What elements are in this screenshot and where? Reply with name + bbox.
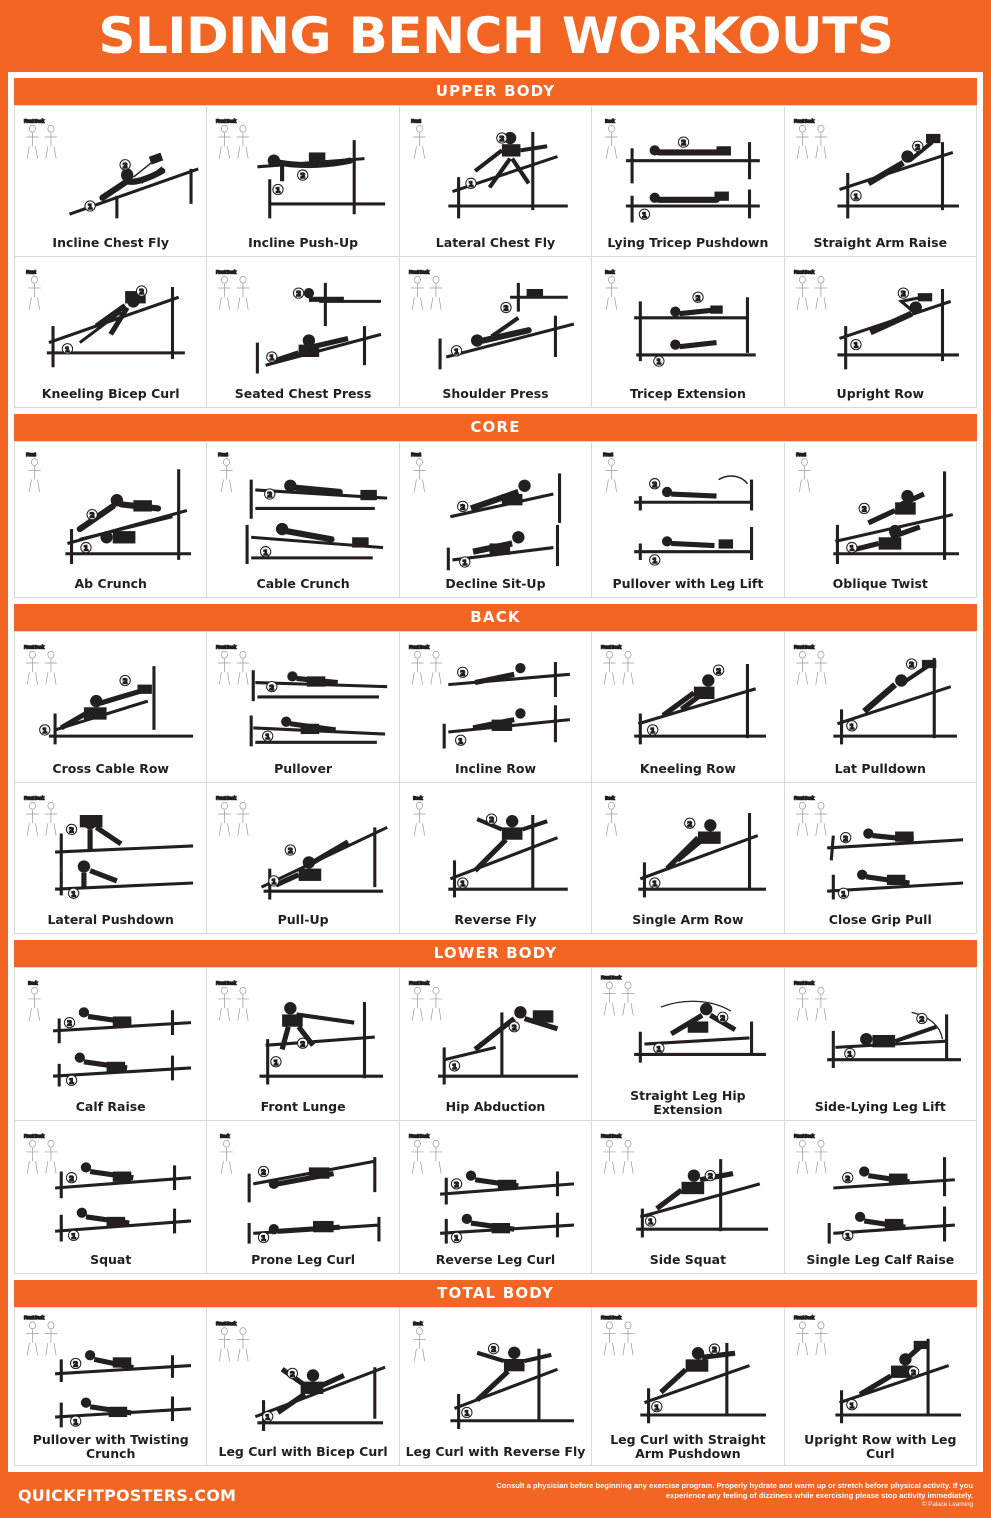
svg-text:Front Back: Front Back	[793, 1315, 814, 1321]
svg-text:Back: Back	[605, 269, 615, 275]
exercise-card[interactable]	[207, 1121, 399, 1274]
svg-text:2: 2	[453, 1179, 459, 1189]
exercise-name: Front Lunge	[260, 1099, 346, 1114]
exercise-illustration	[595, 261, 780, 385]
svg-text:2: 2	[687, 819, 693, 829]
svg-text:1: 1	[71, 889, 77, 899]
svg-text:2: 2	[89, 510, 95, 520]
svg-text:Front Back: Front Back	[24, 118, 45, 124]
exercise-card[interactable]	[785, 1121, 977, 1274]
exercise-card[interactable]	[785, 1308, 977, 1466]
section-back	[14, 604, 977, 934]
svg-text:Front Back: Front Back	[793, 795, 814, 801]
svg-text:2: 2	[288, 846, 294, 856]
svg-text:2: 2	[844, 1173, 850, 1183]
svg-text:Front: Front	[26, 451, 36, 457]
svg-text:2: 2	[269, 682, 275, 692]
svg-text:Front Back: Front Back	[216, 118, 237, 124]
exercise-name: Shoulder Press	[442, 386, 549, 401]
svg-text:Front: Front	[26, 269, 36, 275]
exercise-name: Upright Row	[836, 386, 925, 401]
exercise-card[interactable]	[15, 1308, 207, 1466]
svg-text:1: 1	[656, 357, 662, 367]
svg-text:Back: Back	[413, 1320, 423, 1326]
svg-text:1: 1	[656, 1044, 662, 1054]
exercise-card[interactable]	[785, 968, 977, 1121]
svg-text:2: 2	[122, 160, 128, 170]
exercise-card[interactable]	[592, 442, 784, 598]
svg-text:Front Back: Front Back	[408, 1133, 429, 1139]
exercise-illustration	[210, 787, 395, 911]
exercise-card[interactable]	[400, 442, 592, 598]
exercise-name: Straight Arm Raise	[813, 235, 948, 250]
disclaimer-text	[493, 1481, 973, 1509]
exercise-card[interactable]	[207, 106, 399, 257]
exercise-card[interactable]	[785, 783, 977, 934]
svg-text:2: 2	[122, 676, 128, 686]
svg-text:2: 2	[69, 1173, 75, 1183]
exercise-name: Seated Chest Press	[234, 386, 372, 401]
exercise-card[interactable]	[592, 1308, 784, 1466]
poster-body	[8, 72, 983, 1472]
svg-text:2: 2	[681, 138, 687, 148]
exercise-illustration	[788, 446, 973, 575]
section-lower-body	[14, 940, 977, 1274]
exercise-illustration	[403, 787, 588, 911]
svg-text:1: 1	[462, 558, 468, 568]
exercise-card[interactable]	[15, 257, 207, 408]
exercise-card[interactable]	[207, 257, 399, 408]
exercise-name: Leg Curl with Reverse Fly	[405, 1444, 586, 1459]
section-title-back: BACK	[14, 604, 977, 631]
svg-text:Front Back: Front Back	[216, 795, 237, 801]
exercise-illustration	[403, 972, 588, 1098]
exercise-illustration	[595, 787, 780, 911]
svg-text:Back: Back	[220, 1133, 230, 1139]
exercise-illustration	[595, 1312, 780, 1431]
exercise-name: Decline Sit-Up	[445, 576, 546, 591]
exercise-name: Pullover with Leg Lift	[612, 576, 764, 591]
svg-text:Front: Front	[411, 118, 421, 124]
svg-text:1: 1	[64, 344, 70, 354]
exercise-card[interactable]	[400, 106, 592, 257]
svg-text:Front Back: Front Back	[216, 269, 237, 275]
section-core	[14, 414, 977, 598]
exercise-card[interactable]	[15, 968, 207, 1121]
exercise-name: Incline Row	[454, 761, 536, 776]
svg-text:2: 2	[716, 666, 722, 676]
svg-text:1: 1	[650, 726, 656, 736]
svg-text:1: 1	[73, 1417, 79, 1427]
svg-text:Front Back: Front Back	[793, 644, 814, 650]
svg-text:1: 1	[69, 1076, 75, 1086]
exercise-card[interactable]	[15, 632, 207, 783]
exercise-card[interactable]	[15, 106, 207, 257]
svg-text:1: 1	[468, 179, 474, 189]
svg-text:2: 2	[69, 825, 75, 835]
svg-text:2: 2	[842, 833, 848, 843]
exercise-illustration	[18, 446, 203, 575]
svg-text:1: 1	[844, 1231, 850, 1241]
exercise-card[interactable]	[207, 968, 399, 1121]
exercise-name: Lateral Chest Fly	[435, 235, 556, 250]
exercise-card[interactable]	[207, 632, 399, 783]
exercise-name: Lateral Pushdown	[47, 912, 174, 927]
exercise-name: Close Grip Pull	[828, 912, 932, 927]
svg-text:1: 1	[848, 1400, 854, 1410]
exercise-illustration	[595, 1125, 780, 1251]
svg-text:Front Back: Front Back	[24, 795, 45, 801]
exercise-illustration	[403, 446, 588, 575]
svg-text:1: 1	[460, 879, 466, 889]
exercise-illustration	[210, 1125, 395, 1251]
exercise-name: Lat Pulldown	[834, 761, 926, 776]
exercise-name: Side Squat	[649, 1252, 727, 1267]
exercise-grid-upper-body	[14, 105, 977, 408]
svg-text:Front Back: Front Back	[216, 644, 237, 650]
exercise-illustration	[788, 1312, 973, 1431]
svg-text:1: 1	[265, 732, 271, 742]
poster-footer	[0, 1472, 991, 1518]
poster-title-bar	[0, 0, 991, 72]
brand-url[interactable]: QUICKFITPOSTERS.COM	[18, 1485, 237, 1505]
svg-text:Front Back: Front Back	[408, 644, 429, 650]
exercise-grid-total-body	[14, 1307, 977, 1466]
exercise-illustration	[788, 787, 973, 911]
svg-text:1: 1	[453, 1233, 459, 1243]
svg-text:Front Back: Front Back	[408, 269, 429, 275]
exercise-name: Calf Raise	[75, 1099, 146, 1114]
svg-text:2: 2	[720, 1013, 726, 1023]
svg-text:1: 1	[840, 889, 846, 899]
svg-text:2: 2	[300, 1039, 306, 1049]
exercise-illustration	[18, 110, 203, 234]
svg-text:1: 1	[269, 353, 275, 363]
exercise-name: Tricep Extension	[629, 386, 746, 401]
svg-text:2: 2	[712, 1345, 718, 1355]
svg-text:1: 1	[848, 721, 854, 731]
exercise-name: Straight Leg Hip Extension	[630, 1088, 746, 1118]
exercise-illustration	[788, 636, 973, 760]
exercise-illustration	[18, 636, 203, 760]
svg-text:Front: Front	[411, 451, 421, 457]
svg-text:1: 1	[83, 543, 89, 553]
exercise-name: Kneeling Bicep Curl	[41, 386, 180, 401]
exercise-card[interactable]	[15, 442, 207, 598]
svg-text:Back: Back	[413, 795, 423, 801]
exercise-card[interactable]	[400, 1121, 592, 1274]
svg-text:1: 1	[654, 1402, 660, 1412]
svg-text:Front Back: Front Back	[601, 644, 622, 650]
exercise-name: Pullover with Twisting Crunch	[32, 1432, 189, 1462]
svg-text:2: 2	[511, 1022, 517, 1032]
exercise-name: Incline Chest Fly	[52, 235, 169, 250]
exercise-illustration	[595, 446, 780, 575]
svg-text:1: 1	[848, 543, 854, 553]
exercise-illustration	[403, 1125, 588, 1251]
exercise-grid-core	[14, 441, 977, 598]
svg-text:Back: Back	[605, 795, 615, 801]
svg-text:Front Back: Front Back	[408, 980, 429, 986]
exercise-card[interactable]	[207, 783, 399, 934]
svg-text:1: 1	[275, 185, 281, 195]
exercise-card[interactable]	[400, 1308, 592, 1466]
exercise-card[interactable]	[785, 106, 977, 257]
svg-text:Front Back: Front Back	[793, 1133, 814, 1139]
exercise-illustration	[210, 972, 395, 1098]
exercise-illustration	[210, 110, 395, 234]
exercise-illustration	[18, 972, 203, 1098]
exercise-name: Reverse Fly	[454, 912, 537, 927]
exercise-name: Reverse Leg Curl	[435, 1252, 556, 1267]
section-total-body	[14, 1280, 977, 1466]
section-title-lower-body: LOWER BODY	[14, 940, 977, 967]
svg-text:2: 2	[139, 287, 145, 297]
svg-text:Front Back: Front Back	[216, 1320, 237, 1326]
exercise-name: Side-Lying Leg Lift	[814, 1099, 946, 1114]
svg-text:Front Back: Front Back	[24, 1315, 45, 1321]
page-title: SLIDING BENCH WORKOUTS	[98, 7, 893, 65]
exercise-illustration	[210, 446, 395, 575]
svg-text:Front: Front	[218, 451, 229, 457]
exercise-illustration	[210, 261, 395, 385]
svg-text:2: 2	[910, 1367, 916, 1377]
exercise-name: Single Leg Calf Raise	[806, 1252, 955, 1267]
svg-text:2: 2	[66, 1018, 73, 1028]
svg-text:Front Back: Front Back	[24, 1133, 45, 1139]
svg-text:2: 2	[261, 1167, 267, 1177]
section-upper-body	[14, 78, 977, 408]
svg-text:1: 1	[87, 202, 93, 212]
exercise-name: Leg Curl with Bicep Curl	[218, 1444, 388, 1459]
svg-text:1: 1	[265, 1412, 271, 1422]
exercise-name: Oblique Twist	[832, 576, 928, 591]
exercise-name: Ab Crunch	[74, 576, 147, 591]
exercise-illustration	[595, 972, 780, 1087]
svg-text:1: 1	[263, 547, 269, 557]
svg-text:2: 2	[490, 1344, 496, 1354]
svg-text:1: 1	[648, 1217, 654, 1227]
svg-text:Back: Back	[605, 118, 615, 124]
svg-text:1: 1	[642, 210, 648, 220]
exercise-name: Pull-Up	[277, 912, 329, 927]
svg-text:1: 1	[271, 877, 277, 887]
exercise-name: Incline Push-Up	[248, 235, 359, 250]
svg-text:Front Back: Front Back	[216, 980, 237, 986]
exercise-illustration	[18, 261, 203, 385]
exercise-illustration	[788, 110, 973, 234]
exercise-card[interactable]	[785, 442, 977, 598]
svg-text:Front Back: Front Back	[601, 1133, 622, 1139]
svg-text:2: 2	[296, 289, 302, 299]
exercise-card[interactable]	[592, 783, 784, 934]
exercise-illustration	[210, 1312, 395, 1443]
svg-text:2: 2	[908, 660, 914, 670]
svg-text:1: 1	[273, 1057, 279, 1067]
exercise-card[interactable]	[207, 442, 399, 598]
exercise-name: Cable Crunch	[256, 576, 350, 591]
exercise-illustration	[788, 261, 973, 385]
exercise-illustration	[18, 1125, 203, 1251]
exercise-card[interactable]	[592, 106, 784, 257]
svg-text:2: 2	[900, 289, 906, 299]
section-title-upper-body: UPPER BODY	[14, 78, 977, 105]
svg-text:1: 1	[853, 340, 859, 350]
exercise-name: Hip Abduction	[445, 1099, 546, 1114]
exercise-illustration	[403, 636, 588, 760]
svg-text:2: 2	[861, 504, 867, 514]
svg-text:Front Back: Front Back	[601, 975, 622, 981]
copyright-notice: © Palace Learning	[922, 1501, 973, 1509]
exercise-illustration	[403, 1312, 588, 1443]
svg-text:Back: Back	[28, 980, 38, 986]
section-title-total-body: TOTAL BODY	[14, 1280, 977, 1307]
disclaimer-body: Consult a physician before beginning any exercise program. Properly hydrate and warm up or stretch before physical activity. If you experience any feeling of dizziness while exercising please stop activity immediately.	[496, 1481, 973, 1500]
svg-text:2: 2	[499, 134, 505, 144]
svg-text:2: 2	[708, 1171, 714, 1181]
exercise-card[interactable]	[400, 257, 592, 408]
svg-text:Front Back: Front Back	[793, 118, 814, 124]
exercise-card[interactable]	[15, 783, 207, 934]
exercise-illustration	[210, 636, 395, 760]
svg-text:2: 2	[300, 171, 306, 181]
exercise-card[interactable]	[15, 1121, 207, 1274]
exercise-card[interactable]	[785, 257, 977, 408]
svg-text:2: 2	[652, 479, 658, 489]
svg-text:1: 1	[71, 1231, 77, 1241]
svg-text:Front Back: Front Back	[24, 644, 45, 650]
exercise-name: Prone Leg Curl	[251, 1252, 356, 1267]
exercise-illustration	[18, 787, 203, 911]
exercise-card[interactable]	[400, 968, 592, 1121]
svg-text:2: 2	[460, 502, 466, 512]
exercise-name: Cross Cable Row	[52, 761, 169, 776]
svg-text:Front Back: Front Back	[793, 269, 814, 275]
svg-text:1: 1	[261, 1233, 267, 1243]
exercise-card[interactable]	[592, 1121, 784, 1274]
exercise-name: Pullover	[274, 761, 333, 776]
exercise-grid-lower-body	[14, 967, 977, 1274]
svg-text:1: 1	[853, 191, 859, 201]
exercise-illustration	[788, 1125, 973, 1251]
exercise-card[interactable]	[592, 968, 784, 1121]
exercise-card[interactable]	[400, 632, 592, 783]
svg-text:2: 2	[488, 815, 494, 825]
exercise-name: Kneeling Row	[639, 761, 736, 776]
svg-text:1: 1	[453, 346, 459, 356]
exercise-card[interactable]	[785, 632, 977, 783]
svg-text:1: 1	[652, 556, 658, 566]
exercise-name: Lying Tricep Pushdown	[607, 235, 769, 250]
svg-text:2: 2	[267, 490, 273, 500]
svg-text:2: 2	[460, 668, 466, 678]
exercise-illustration	[595, 110, 780, 234]
exercise-card[interactable]	[400, 783, 592, 934]
svg-text:Front: Front	[603, 451, 614, 457]
exercise-illustration	[403, 110, 588, 234]
svg-text:1: 1	[451, 1061, 457, 1071]
svg-text:1: 1	[42, 726, 48, 736]
section-title-core: CORE	[14, 414, 977, 441]
svg-text:1: 1	[846, 1049, 852, 1059]
svg-text:Front Back: Front Back	[601, 1315, 622, 1321]
exercise-grid-back	[14, 631, 977, 934]
svg-text:1: 1	[464, 1408, 470, 1418]
svg-text:Front Back: Front Back	[793, 980, 814, 986]
exercise-illustration	[595, 636, 780, 760]
svg-text:2: 2	[918, 1014, 924, 1024]
exercise-illustration	[788, 972, 973, 1098]
svg-text:Front: Front	[795, 451, 806, 457]
exercise-illustration	[18, 1312, 203, 1431]
exercise-name: Upright Row with Leg Curl	[804, 1432, 957, 1462]
svg-text:2: 2	[914, 142, 920, 152]
exercise-illustration	[403, 261, 588, 385]
svg-text:2: 2	[73, 1359, 79, 1369]
exercise-card[interactable]	[592, 632, 784, 783]
svg-text:2: 2	[503, 303, 509, 313]
exercise-card[interactable]	[592, 257, 784, 408]
exercise-name: Leg Curl with Straight Arm Pushdown	[610, 1432, 766, 1462]
exercise-card[interactable]	[207, 1308, 399, 1466]
svg-text:1: 1	[457, 736, 463, 746]
exercise-name: Squat	[90, 1252, 132, 1267]
svg-text:2: 2	[695, 293, 701, 303]
exercise-name: Single Arm Row	[632, 912, 744, 927]
svg-text:1: 1	[652, 879, 658, 889]
svg-text:2: 2	[290, 1369, 296, 1379]
